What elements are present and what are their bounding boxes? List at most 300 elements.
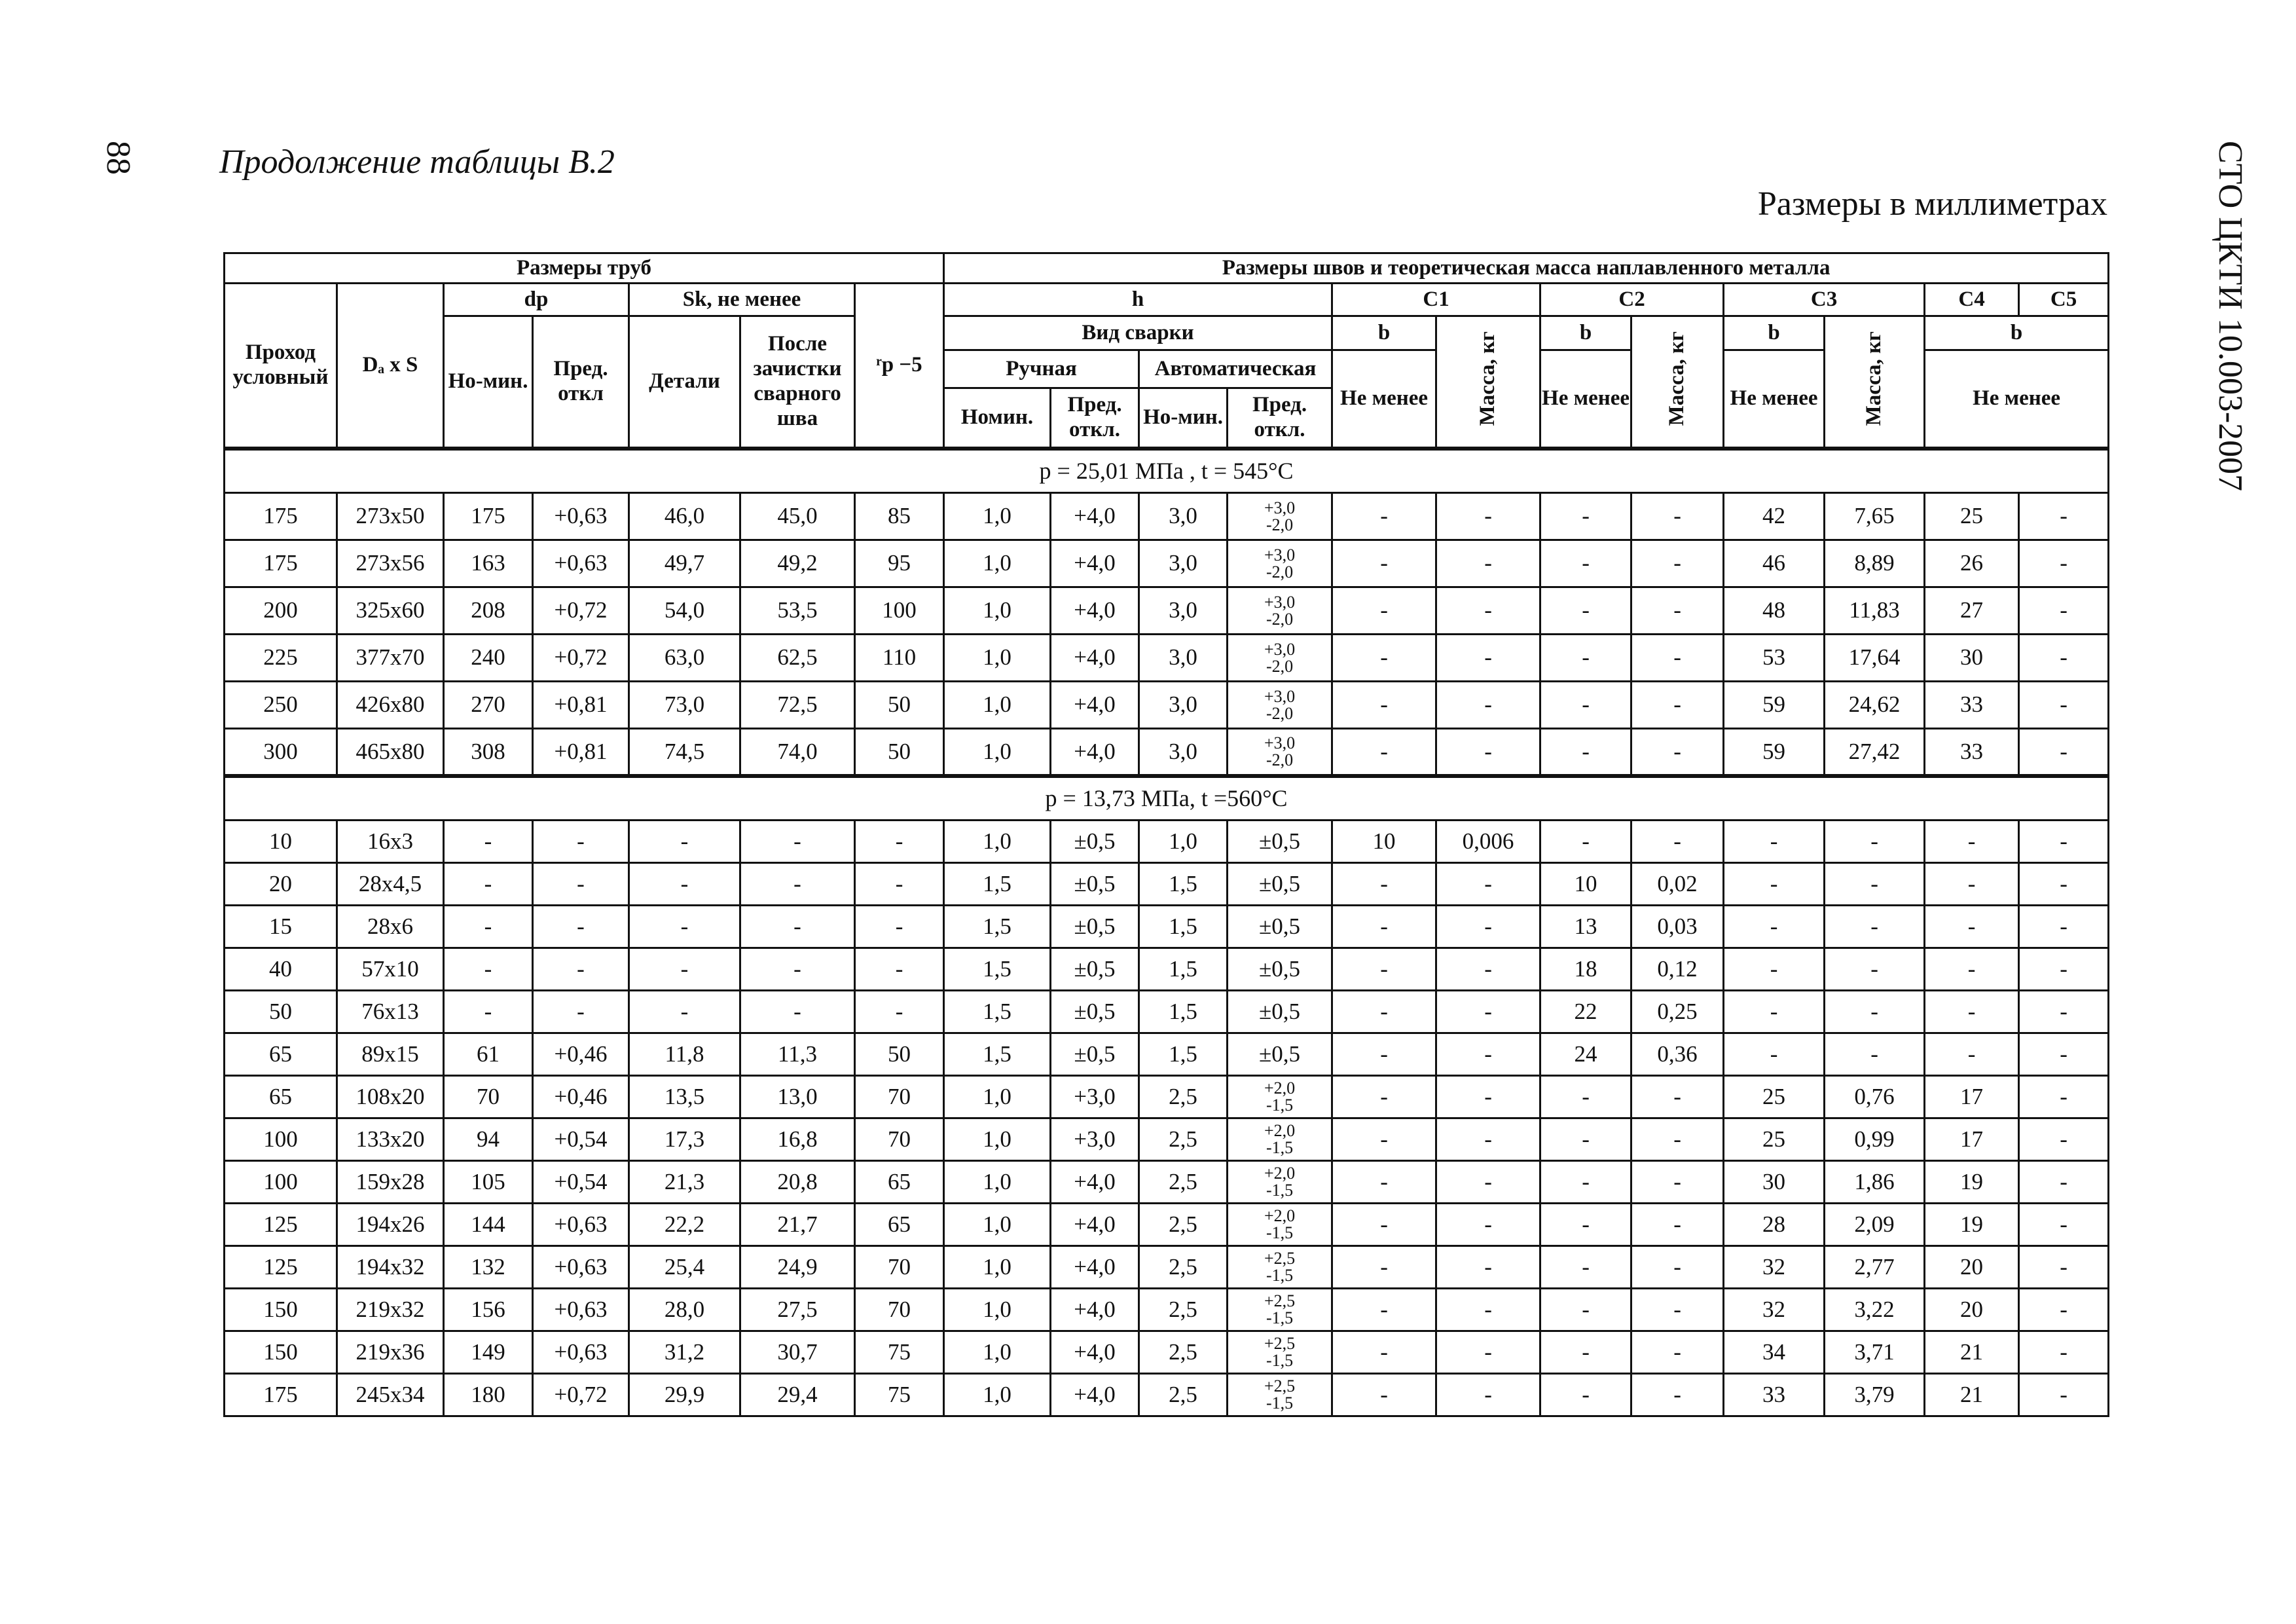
- table-cell: 70: [855, 1289, 944, 1331]
- table-cell: -: [855, 863, 944, 906]
- table-cell: -: [740, 821, 855, 863]
- table-cell: 32: [1724, 1246, 1825, 1289]
- table-cell: -: [2019, 493, 2109, 540]
- table-cell: -: [1540, 635, 1631, 682]
- table-cell: -: [629, 821, 740, 863]
- table-cell: 150: [225, 1331, 337, 1374]
- table-row: [225, 1161, 2109, 1204]
- tolerance-lower: -1,5: [1266, 1308, 1294, 1327]
- table-cell: -: [1825, 821, 1925, 863]
- table-cell: +4,0: [1051, 682, 1139, 729]
- table-cell: 19: [1925, 1204, 2019, 1246]
- table-cell: 3,22: [1825, 1289, 1925, 1331]
- table-cell: 377x70: [337, 635, 444, 682]
- table-cell: 175: [225, 540, 337, 587]
- header-c1-b: b: [1332, 316, 1436, 350]
- table-cell: 1,0: [944, 821, 1051, 863]
- table-row: [225, 635, 2109, 682]
- table-cell: -: [2019, 540, 2109, 587]
- table-cell: -: [1925, 906, 2019, 948]
- table-cell: 1,5: [944, 1033, 1051, 1076]
- table-cell: 108x20: [337, 1076, 444, 1118]
- table-cell: -: [1436, 540, 1540, 587]
- table-cell: -: [1631, 1161, 1724, 1204]
- table-cell: ±0,5: [1051, 991, 1139, 1033]
- table-cell: -: [2019, 682, 2109, 729]
- table-cell: -: [2019, 821, 2109, 863]
- table-cell: 21,7: [740, 1204, 855, 1246]
- header-dp: dp: [444, 284, 629, 316]
- table-cell: -: [1925, 948, 2019, 991]
- table-cell: -: [1436, 635, 1540, 682]
- table-cell: 95: [855, 540, 944, 587]
- tolerance-upper: +3,0: [1264, 639, 1296, 659]
- header-c45-b: b: [1925, 316, 2109, 350]
- table-cell: 270: [444, 682, 533, 729]
- table-cell: 150: [225, 1289, 337, 1331]
- table-cell: 2,5: [1139, 1289, 1228, 1331]
- table-cell: -: [1540, 1204, 1631, 1246]
- table-cell: -: [1436, 1289, 1540, 1331]
- table-cell: -: [1332, 540, 1436, 587]
- table-cell: -: [855, 948, 944, 991]
- table-cell: +0,63: [533, 540, 629, 587]
- table-cell: [1228, 1161, 1332, 1204]
- table-cell: -: [2019, 635, 2109, 682]
- table-cell: 1,5: [1139, 863, 1228, 906]
- table-cell: 25: [1925, 493, 2019, 540]
- table-cell: 33: [1925, 682, 2019, 729]
- table-cell: 1,5: [944, 948, 1051, 991]
- table-cell: 1,0: [944, 540, 1051, 587]
- c2-mass-label: Масса, кг: [1665, 331, 1689, 426]
- table-cell: -: [1631, 1246, 1724, 1289]
- table-cell: 59: [1724, 682, 1825, 729]
- table-cell: 49,2: [740, 540, 855, 587]
- table-cell: +0,54: [533, 1161, 629, 1204]
- tolerance-pair: [1228, 1165, 1331, 1199]
- table-cell: -: [1436, 729, 1540, 776]
- table-cell: -: [533, 991, 629, 1033]
- table-cell: 3,71: [1825, 1331, 1925, 1374]
- table-cell: 16,8: [740, 1118, 855, 1161]
- table-cell: +4,0: [1051, 587, 1139, 635]
- table-cell: +4,0: [1051, 493, 1139, 540]
- table-cell: -: [2019, 1246, 2109, 1289]
- table-cell: -: [629, 863, 740, 906]
- table-row: [225, 991, 2109, 1033]
- table-cell: 308: [444, 729, 533, 776]
- table-cell: -: [2019, 587, 2109, 635]
- table-cell: 3,0: [1139, 635, 1228, 682]
- table-cell: 61: [444, 1033, 533, 1076]
- table-cell: 17,64: [1825, 635, 1925, 682]
- table-cell: 17: [1925, 1118, 2019, 1161]
- table-cell: -: [1925, 1033, 2019, 1076]
- table-cell: 20: [1925, 1246, 2019, 1289]
- table-cell: 219x32: [337, 1289, 444, 1331]
- table-cell: -: [1332, 493, 1436, 540]
- table-row: [225, 1118, 2109, 1161]
- table-cell: 22,2: [629, 1204, 740, 1246]
- table-cell: -: [1631, 1289, 1724, 1331]
- table-cell: +0,54: [533, 1118, 629, 1161]
- table-cell: -: [2019, 1118, 2109, 1161]
- table-cell: ±0,5: [1228, 863, 1332, 906]
- table-cell: -: [1540, 1118, 1631, 1161]
- table-cell: 50: [225, 991, 337, 1033]
- table-body: [225, 449, 2109, 1416]
- table-cell: 163: [444, 540, 533, 587]
- table-cell: 1,0: [944, 635, 1051, 682]
- tolerance-lower: -2,0: [1266, 562, 1294, 581]
- table-cell: -: [1540, 1374, 1631, 1416]
- table-cell: -: [1825, 1033, 1925, 1076]
- table-cell: 156: [444, 1289, 533, 1331]
- table-cell: 46: [1724, 540, 1825, 587]
- table-cell: 25: [1724, 1118, 1825, 1161]
- table-cell: -: [1825, 863, 1925, 906]
- table-row: [225, 821, 2109, 863]
- table-cell: 11,83: [1825, 587, 1925, 635]
- table-cell: 42: [1724, 493, 1825, 540]
- table-cell: [1228, 1374, 1332, 1416]
- table-cell: -: [2019, 1033, 2109, 1076]
- table-cell: +0,63: [533, 493, 629, 540]
- table-cell: 75: [855, 1331, 944, 1374]
- table-cell: -: [2019, 1204, 2109, 1246]
- table-cell: -: [1540, 1331, 1631, 1374]
- table-cell: -: [1631, 587, 1724, 635]
- table-cell: ±0,5: [1228, 906, 1332, 948]
- table-row: [225, 1246, 2109, 1289]
- header-c3-mass: [1825, 316, 1925, 449]
- header-details: Детали: [629, 316, 740, 449]
- table-cell: -: [1540, 682, 1631, 729]
- tolerance-lower: -2,0: [1266, 750, 1294, 769]
- c3-mass-label: Масса, кг: [1862, 331, 1886, 426]
- table-cell: 25: [1724, 1076, 1825, 1118]
- table-cell: 1,0: [944, 587, 1051, 635]
- table-cell: 72,5: [740, 682, 855, 729]
- table-cell: 208: [444, 587, 533, 635]
- table-row: [225, 540, 2109, 587]
- table-cell: +0,46: [533, 1033, 629, 1076]
- table-row: [225, 1076, 2109, 1118]
- tolerance-lower: -1,5: [1266, 1393, 1294, 1412]
- table-cell: 100: [225, 1161, 337, 1204]
- table-cell: 175: [225, 1374, 337, 1416]
- tolerance-lower: -1,5: [1266, 1138, 1294, 1157]
- table-cell: 245x34: [337, 1374, 444, 1416]
- header-weld-type: Вид сварки: [944, 316, 1332, 350]
- header-c1-not-less: Не менее: [1332, 350, 1436, 449]
- table-cell: -: [2019, 1076, 2109, 1118]
- table-cell: 29,4: [740, 1374, 855, 1416]
- tolerance-pair: [1228, 1293, 1331, 1327]
- tolerance-lower: -1,5: [1266, 1266, 1294, 1285]
- table-cell: 65: [855, 1204, 944, 1246]
- table-cell: -: [1631, 540, 1724, 587]
- table-cell: 0,006: [1436, 821, 1540, 863]
- table-cell: -: [1332, 1204, 1436, 1246]
- table-cell: -: [1540, 587, 1631, 635]
- table-cell: 125: [225, 1204, 337, 1246]
- tolerance-upper: +2,0: [1264, 1164, 1296, 1183]
- table-cell: ±0,5: [1228, 821, 1332, 863]
- table-cell: 30: [1925, 635, 2019, 682]
- table-cell: 0,76: [1825, 1076, 1925, 1118]
- table-cell: [1228, 1289, 1332, 1331]
- table-cell: 0,12: [1631, 948, 1724, 991]
- table-cell: -: [1724, 821, 1825, 863]
- table-cell: -: [533, 821, 629, 863]
- table-cell: 65: [225, 1033, 337, 1076]
- table-cell: 180: [444, 1374, 533, 1416]
- table-cell: 1,86: [1825, 1161, 1925, 1204]
- table-cell: +4,0: [1051, 1161, 1139, 1204]
- table-cell: -: [1925, 821, 2019, 863]
- table-cell: 33: [1925, 729, 2019, 776]
- table-cell: -: [1332, 863, 1436, 906]
- table-cell: 426x80: [337, 682, 444, 729]
- table-cell: 10: [225, 821, 337, 863]
- standard-id: СТО ЦКТИ 10.003-2007: [2212, 141, 2249, 492]
- tolerance-upper: +2,5: [1264, 1249, 1296, 1268]
- section-label: p = 13,73 МПа, t =560°C: [225, 776, 2109, 821]
- table-cell: 0,25: [1631, 991, 1724, 1033]
- table-cell: -: [1540, 1246, 1631, 1289]
- table-cell: ±0,5: [1228, 1033, 1332, 1076]
- tolerance-pair: [1228, 1250, 1331, 1284]
- table-row: [225, 729, 2109, 776]
- table-cell: 18: [1540, 948, 1631, 991]
- table-cell: 149: [444, 1331, 533, 1374]
- header-c3: C3: [1724, 284, 1925, 316]
- table-cell: -: [1925, 863, 2019, 906]
- table-cell: 1,5: [1139, 991, 1228, 1033]
- table-cell: 2,5: [1139, 1118, 1228, 1161]
- table-row: [225, 1331, 2109, 1374]
- table-cell: 65: [855, 1161, 944, 1204]
- tolerance-upper: +2,0: [1264, 1206, 1296, 1225]
- table-cell: 110: [855, 635, 944, 682]
- table-cell: -: [1332, 729, 1436, 776]
- header-c2-b: b: [1540, 316, 1631, 350]
- table-cell: -: [1631, 1331, 1724, 1374]
- header-rp: ʳp −5: [855, 284, 944, 449]
- table-cell: -: [444, 821, 533, 863]
- tolerance-pair: [1228, 1122, 1331, 1156]
- table-cell: 7,65: [1825, 493, 1925, 540]
- table-cell: -: [2019, 1374, 2109, 1416]
- table-cell: 94: [444, 1118, 533, 1161]
- table-cell: -: [1540, 729, 1631, 776]
- table-cell: -: [1332, 1246, 1436, 1289]
- table-row: [225, 682, 2109, 729]
- table-cell: -: [1436, 906, 1540, 948]
- table-cell: 28x4,5: [337, 863, 444, 906]
- tolerance-upper: +2,0: [1264, 1121, 1296, 1140]
- section-label: p = 25,01 МПа , t = 545°C: [225, 449, 2109, 493]
- header-auto-nomin: Но-мин.: [1139, 388, 1228, 449]
- header-manual: Ручная: [944, 350, 1139, 388]
- table-cell: 3,0: [1139, 493, 1228, 540]
- table-cell: 16x3: [337, 821, 444, 863]
- table-cell: 2,5: [1139, 1076, 1228, 1118]
- table-row: [225, 1204, 2109, 1246]
- table-cell: -: [1631, 1204, 1724, 1246]
- table-cell: 125: [225, 1246, 337, 1289]
- table-cell: 24: [1540, 1033, 1631, 1076]
- table-cell: +0,72: [533, 587, 629, 635]
- table-cell: -: [1825, 906, 1925, 948]
- table-cell: 159x28: [337, 1161, 444, 1204]
- table-cell: 1,0: [944, 1204, 1051, 1246]
- table-cell: -: [1332, 906, 1436, 948]
- table-cell: 0,02: [1631, 863, 1724, 906]
- table-cell: 22: [1540, 991, 1631, 1033]
- table-cell: -: [2019, 991, 2109, 1033]
- table-cell: 175: [225, 493, 337, 540]
- tolerance-upper: +2,5: [1264, 1376, 1296, 1395]
- table-cell: 1,0: [1139, 821, 1228, 863]
- page-number: 88: [100, 141, 137, 175]
- table-cell: -: [1436, 1033, 1540, 1076]
- table-cell: 1,0: [944, 1161, 1051, 1204]
- table-cell: -: [1332, 991, 1436, 1033]
- table-cell: -: [740, 906, 855, 948]
- table-cell: 1,5: [944, 863, 1051, 906]
- header-nominal-pass: Проход условный: [225, 284, 337, 449]
- header-weld-dims: Размеры швов и теоретическая масса наплавленного металла: [944, 253, 2109, 284]
- table-cell: -: [1332, 948, 1436, 991]
- table-cell: -: [1332, 587, 1436, 635]
- table-cell: ±0,5: [1051, 821, 1139, 863]
- table-cell: 2,5: [1139, 1246, 1228, 1289]
- table-cell: -: [1540, 493, 1631, 540]
- table-cell: 225: [225, 635, 337, 682]
- table-cell: 132: [444, 1246, 533, 1289]
- table-cell: 1,0: [944, 682, 1051, 729]
- table-cell: ±0,5: [1228, 991, 1332, 1033]
- table-cell: 74,0: [740, 729, 855, 776]
- table-cell: -: [533, 948, 629, 991]
- table-cell: 325x60: [337, 587, 444, 635]
- table-cell: -: [1436, 863, 1540, 906]
- table-cell: 1,0: [944, 729, 1051, 776]
- table-cell: 250: [225, 682, 337, 729]
- table-cell: -: [1631, 1076, 1724, 1118]
- tolerance-lower: -2,0: [1266, 656, 1294, 676]
- table-cell: 70: [855, 1076, 944, 1118]
- table-cell: ±0,5: [1051, 948, 1139, 991]
- header-nominal-min: Но-мин.: [444, 316, 533, 449]
- table-cell: 26: [1925, 540, 2019, 587]
- table-cell: 27,5: [740, 1289, 855, 1331]
- table-cell: 15: [225, 906, 337, 948]
- table-cell: +3,0: [1051, 1076, 1139, 1118]
- header-c2-mass: [1631, 316, 1724, 449]
- header-c1-mass: [1436, 316, 1540, 449]
- table-cell: 0,03: [1631, 906, 1724, 948]
- header-manual-dev: Пред. откл.: [1051, 388, 1139, 449]
- table-cell: 2,5: [1139, 1161, 1228, 1204]
- table-cell: +4,0: [1051, 635, 1139, 682]
- tolerance-lower: -2,0: [1266, 609, 1294, 629]
- header-c1: C1: [1332, 284, 1540, 316]
- tolerance-pair: [1228, 1335, 1331, 1369]
- table-cell: 105: [444, 1161, 533, 1204]
- table-cell: 54,0: [629, 587, 740, 635]
- tolerance-upper: +3,0: [1264, 498, 1296, 517]
- table-cell: 465x80: [337, 729, 444, 776]
- table-cell: 59: [1724, 729, 1825, 776]
- tolerance-lower: -2,0: [1266, 703, 1294, 723]
- table-cell: [1228, 1331, 1332, 1374]
- table-cell: -: [1436, 682, 1540, 729]
- table-cell: [1228, 682, 1332, 729]
- table-cell: -: [629, 991, 740, 1033]
- header-h: h: [944, 284, 1332, 316]
- tolerance-upper: +2,5: [1264, 1291, 1296, 1310]
- tolerance-lower: -1,5: [1266, 1096, 1294, 1115]
- table-row: [225, 906, 2109, 948]
- table-cell: 32: [1724, 1289, 1825, 1331]
- table-cell: 11,3: [740, 1033, 855, 1076]
- table-cell: +4,0: [1051, 729, 1139, 776]
- table-cell: 70: [444, 1076, 533, 1118]
- header-c3-b: b: [1724, 316, 1825, 350]
- table-cell: +0,63: [533, 1204, 629, 1246]
- table-cell: -: [1436, 493, 1540, 540]
- table-cell: 1,5: [1139, 948, 1228, 991]
- table-cell: 0,99: [1825, 1118, 1925, 1161]
- table-cell: -: [1436, 1076, 1540, 1118]
- table-cell: 3,0: [1139, 682, 1228, 729]
- table-cell: 20,8: [740, 1161, 855, 1204]
- table-cell: 1,0: [944, 1331, 1051, 1374]
- table-cell: +4,0: [1051, 540, 1139, 587]
- table-cell: -: [1631, 493, 1724, 540]
- table-cell: 0,36: [1631, 1033, 1724, 1076]
- table-cell: -: [629, 906, 740, 948]
- table-cell: 27: [1925, 587, 2019, 635]
- table-cell: -: [2019, 863, 2109, 906]
- table-cell: -: [444, 906, 533, 948]
- table-cell: -: [1540, 1161, 1631, 1204]
- tolerance-pair: [1228, 500, 1331, 534]
- table-cell: 10: [1540, 863, 1631, 906]
- header-c2-not-less: Не менее: [1540, 350, 1631, 449]
- table-cell: -: [855, 991, 944, 1033]
- table-cell: +4,0: [1051, 1331, 1139, 1374]
- table-cell: 133x20: [337, 1118, 444, 1161]
- table-cell: 194x26: [337, 1204, 444, 1246]
- table-cell: 50: [855, 682, 944, 729]
- table-cell: -: [1540, 1289, 1631, 1331]
- table-cell: -: [1925, 991, 2019, 1033]
- table-cell: 13: [1540, 906, 1631, 948]
- table-row: [225, 1033, 2109, 1076]
- tolerance-pair: [1228, 641, 1331, 675]
- tolerance-upper: +3,0: [1264, 686, 1296, 706]
- header-auto-dev: Пред. откл.: [1228, 388, 1332, 449]
- table-cell: ±0,5: [1051, 863, 1139, 906]
- header-after-clean: После зачистки сварного шва: [740, 316, 855, 449]
- table-cell: -: [1540, 1076, 1631, 1118]
- tolerance-lower: -1,5: [1266, 1181, 1294, 1200]
